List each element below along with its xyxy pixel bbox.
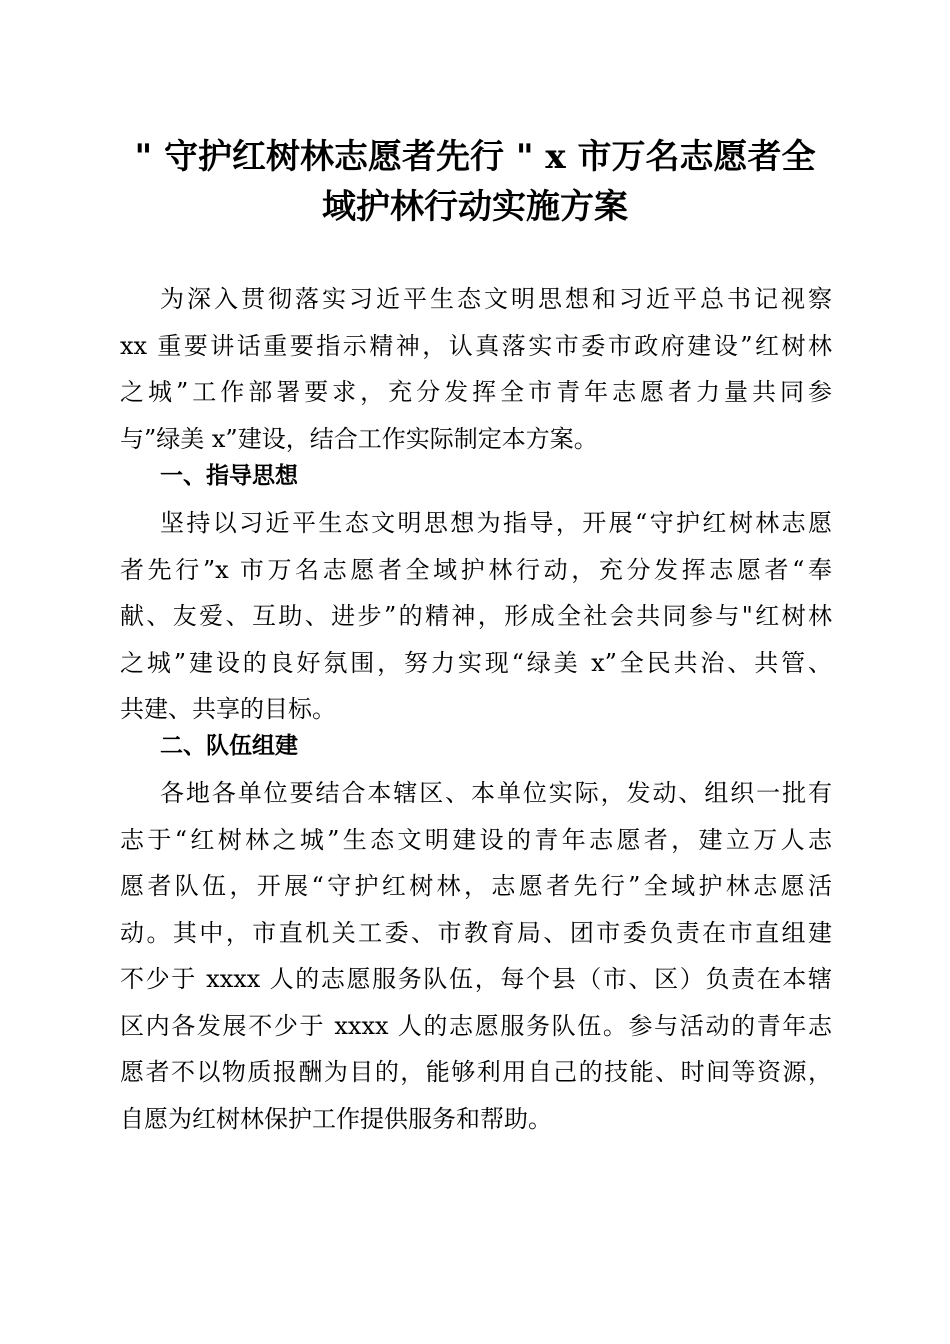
title-line-2: 域护林行动实施方案 (322, 187, 628, 227)
section-2-line-2: 志于“红树林之城”生态文明建设的青年志愿者，建立万人志 (120, 825, 832, 854)
section-1-paragraph (120, 500, 832, 733)
section-2-line-5: 不少于 xxxx 人的志愿服务队伍，每个县（市、区）负责在本辖 (120, 965, 832, 993)
section-1-line-5: 共建、共享的目标。 (120, 695, 336, 723)
section-1-line-1: 坚持以习近平生态文明思想为指导，开展“守护红树林志愿 (160, 509, 832, 537)
section-heading-team-building: 二、队伍组建 (160, 733, 298, 759)
intro-line-4: 与”绿美 x”建设，结合工作实际制定本方案。 (120, 424, 598, 453)
section-heading-guiding-ideology: 一、指导思想 (160, 463, 298, 489)
section-1-line-4: 之城”建设的良好氛围，努力实现“绿美 x”全民共治、共管、 (120, 648, 832, 677)
section-2-line-7: 愿者不以物质报酬为目的，能够利用自己的技能、时间等资源， (120, 1058, 832, 1086)
section-1-line-2: 者先行”x 市万名志愿者全域护林行动，充分发挥志愿者“奉 (120, 555, 832, 584)
section-1-line-3: 献、友爱、互助、进步”的精神，形成全社会共同参与"红树林 (120, 602, 832, 630)
intro-line-2: xx 重要讲话重要指示精神，认真落实市委市政府建设”红树林 (120, 331, 832, 360)
intro-line-1: 为深入贯彻落实习近平生态文明思想和习近平总书记视察 (160, 285, 832, 313)
title-line-1: " 守护红树林志愿者先行 " x 市万名志愿者全 (134, 137, 816, 177)
section-2-paragraph (120, 770, 832, 1142)
section-2-line-1: 各地各单位要结合本辖区、本单位实际，发动、组织一批有 (160, 779, 832, 807)
section-2-line-6: 区内各发展不少于 xxxx 人的志愿服务队伍。参与活动的青年志 (120, 1011, 832, 1040)
section-2-line-3: 愿者队伍，开展“守护红树林，志愿者先行”全域护林志愿活 (120, 872, 832, 900)
section-2-line-8: 自愿为红树林保护工作提供服务和帮助。 (120, 1104, 552, 1133)
intro-paragraph (120, 276, 832, 462)
document-title (0, 132, 950, 232)
intro-line-3: 之城”工作部署要求，充分发挥全市青年志愿者力量共同参 (120, 378, 832, 406)
section-2-line-4: 动。其中，市直机关工委、市教育局、团市委负责在市直组建 (120, 918, 832, 947)
